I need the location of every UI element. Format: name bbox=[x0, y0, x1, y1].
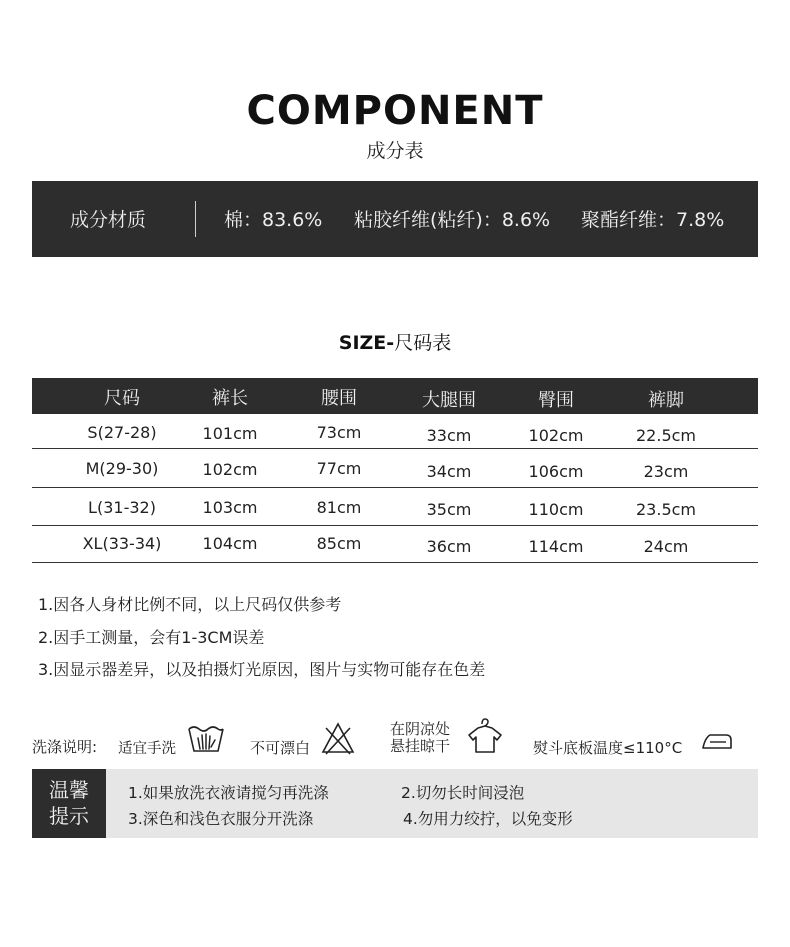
size-section-title bbox=[0, 328, 790, 355]
cell-hem: 23.5cm bbox=[635, 500, 697, 519]
material-polyester: 聚酯纤维：7.8% bbox=[581, 209, 725, 231]
header-thigh: 大腿围 bbox=[422, 390, 476, 411]
composition-divider bbox=[195, 201, 196, 237]
composition-label: 成分材质 bbox=[70, 209, 147, 231]
tips-heading bbox=[32, 769, 106, 838]
no-bleach-icon bbox=[320, 720, 356, 756]
size-title-bold: SIZE- bbox=[338, 332, 395, 354]
cell-length: 103cm bbox=[202, 498, 258, 517]
tip-item: 2.切勿长时间浸泡 bbox=[401, 784, 525, 802]
cell-hem: 22.5cm bbox=[635, 426, 697, 445]
cell-hip: 114cm bbox=[528, 537, 584, 556]
header-waist: 腰围 bbox=[321, 388, 357, 409]
tips-panel bbox=[32, 769, 758, 838]
care-label: 洗涤说明: bbox=[32, 738, 98, 756]
header-hip: 臀围 bbox=[538, 390, 574, 411]
header-size: 尺码 bbox=[104, 388, 140, 409]
size-title-rest: 尺码表 bbox=[394, 332, 452, 354]
cell-hip: 106cm bbox=[528, 462, 584, 481]
cell-size: S(27-28) bbox=[87, 423, 157, 442]
size-table-header bbox=[32, 378, 758, 414]
care-hand-wash-text: 适宜手洗 bbox=[118, 741, 176, 757]
table-row bbox=[32, 414, 758, 449]
cell-waist: 85cm bbox=[316, 534, 362, 553]
cell-thigh: 35cm bbox=[426, 500, 472, 519]
material-cotton: 棉：83.6% bbox=[224, 209, 323, 231]
care-shade-dry-line1: 在阴凉处 bbox=[390, 720, 451, 738]
cell-waist: 77cm bbox=[316, 459, 362, 478]
tips-heading-line1: 温馨 bbox=[49, 778, 89, 802]
cell-hip: 110cm bbox=[528, 500, 584, 519]
header-length: 裤长 bbox=[212, 388, 248, 409]
tips-heading-line2: 提示 bbox=[49, 804, 89, 828]
tip-item: 1.如果放洗衣液请搅匀再洗涤 bbox=[128, 784, 329, 802]
tip-item: 4.勿用力绞拧，以免变形 bbox=[403, 810, 573, 828]
table-row bbox=[32, 488, 758, 526]
cell-thigh: 34cm bbox=[426, 462, 472, 481]
cell-size: M(29-30) bbox=[85, 459, 159, 478]
care-shade-dry-line2: 悬挂晾干 bbox=[390, 737, 451, 755]
material-viscose: 粘胶纤维(粘纤)：8.6% bbox=[354, 209, 551, 231]
tip-item: 3.深色和浅色衣服分开洗涤 bbox=[128, 810, 314, 828]
cell-size: L(31-32) bbox=[88, 498, 156, 517]
page-subtitle: 成分表 bbox=[366, 140, 424, 162]
cell-waist: 73cm bbox=[316, 423, 362, 442]
cell-thigh: 36cm bbox=[426, 537, 472, 556]
cell-hem: 23cm bbox=[643, 462, 689, 481]
cell-thigh: 33cm bbox=[426, 426, 472, 445]
cell-length: 104cm bbox=[202, 534, 258, 553]
note-item: 1.因各人身材比例不同，以上尺码仅供参考 bbox=[38, 595, 342, 614]
care-iron-text: 熨斗底板温度≤110°C bbox=[533, 739, 683, 757]
note-item: 3.因显示器差异，以及拍摄灯光原因，图片与实物可能存在色差 bbox=[38, 660, 486, 679]
cell-waist: 81cm bbox=[316, 498, 362, 517]
cell-length: 101cm bbox=[202, 424, 258, 443]
page-title: COMPONENT bbox=[246, 88, 544, 134]
table-row bbox=[32, 526, 758, 563]
iron-icon bbox=[700, 730, 734, 752]
cell-hem: 24cm bbox=[643, 537, 689, 556]
cell-size: XL(33-34) bbox=[82, 534, 162, 553]
hand-wash-icon bbox=[186, 721, 226, 755]
care-no-bleach-text: 不可漂白 bbox=[250, 739, 311, 757]
table-row bbox=[32, 449, 758, 488]
composition-band bbox=[32, 181, 758, 257]
cell-length: 102cm bbox=[202, 460, 258, 479]
note-item: 2.因手工测量，会有1-3CM误差 bbox=[38, 628, 265, 647]
hang-dry-icon bbox=[466, 716, 504, 756]
header-hem: 裤脚 bbox=[648, 390, 684, 411]
cell-hip: 102cm bbox=[528, 426, 584, 445]
